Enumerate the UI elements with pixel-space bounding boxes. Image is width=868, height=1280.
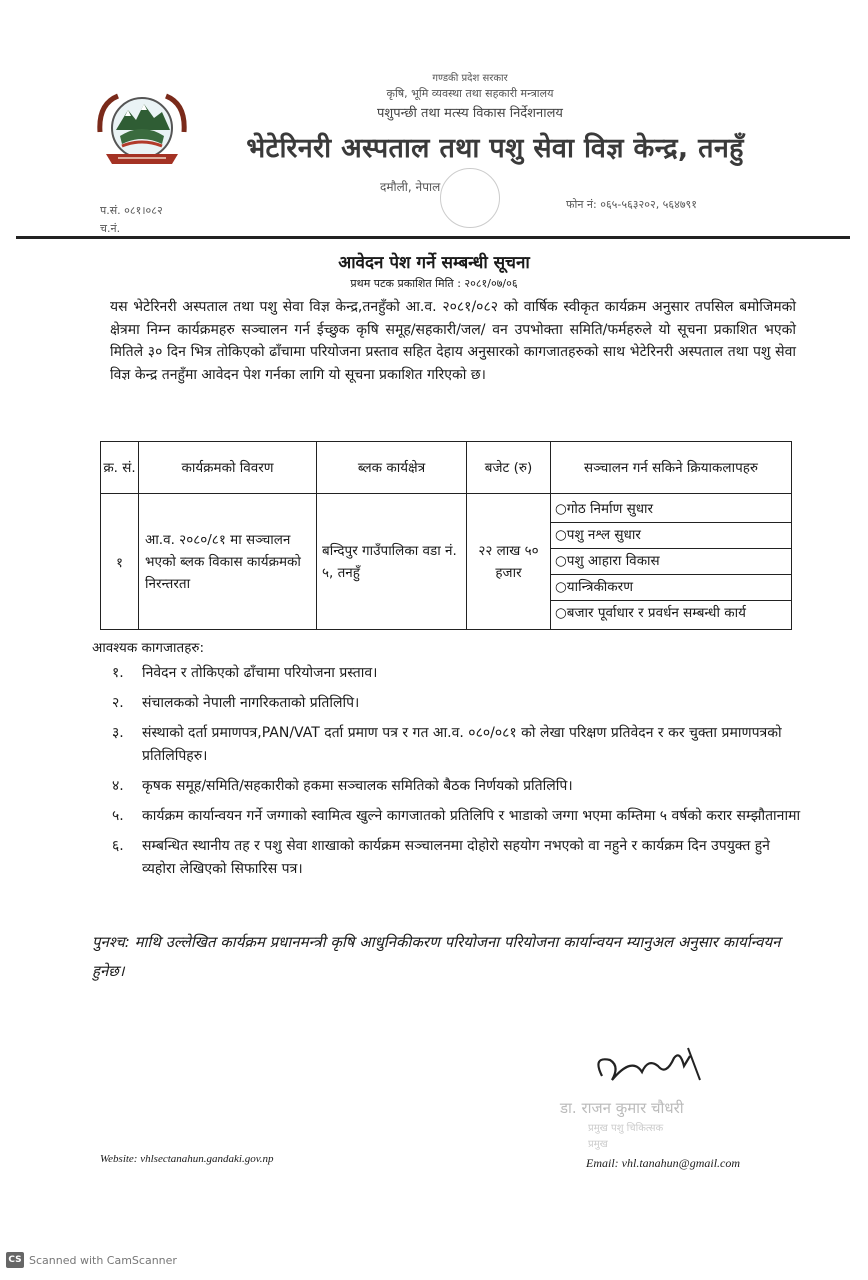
cell-block-area: बन्दिपुर गाउँपालिका वडा नं. ५, तनहुँ xyxy=(317,494,467,630)
office-stamp xyxy=(440,168,500,228)
list-item xyxy=(112,662,802,685)
list-item xyxy=(112,692,802,715)
requirements-list xyxy=(112,662,802,888)
list-item xyxy=(112,722,802,768)
activity-item: ○बजार पूर्वाधार र प्रवर्धन सम्बन्धी कार्य xyxy=(555,604,746,621)
office-address: दमौली, नेपाल xyxy=(380,180,441,194)
cell-description: आ.व. २०८०/८१ मा सञ्चालन भएको ब्लक विकास कार्यक्रमको निरन्तरता xyxy=(139,494,317,630)
email-text: Email: vhl.tanahun@gmail.com xyxy=(586,1156,741,1170)
notice-title: आवेदन पेश गर्ने सम्बन्धी सूचना xyxy=(338,253,530,273)
signer-office: प्रमुख xyxy=(588,1139,608,1150)
list-item-number: ६. xyxy=(112,838,124,854)
list-item-text: कार्यक्रम कार्यान्वयन गर्ने जग्गाको स्वामित्व खुल्ने कागजातको प्रतिलिपि र भाडाको जग्गा भएमा कम्तिमा ५ वर्षको करार सम्झौतानामा xyxy=(142,808,801,824)
activity-item: ○पशु आहारा विकास xyxy=(551,549,791,575)
camscanner-text: Scanned with CamScanner xyxy=(29,1253,177,1267)
published-date: प्रथम पटक प्रकाशित मिति : २०८१/०७/०६ xyxy=(350,277,518,290)
list-item-text: सम्बन्धित स्थानीय तह र पशु सेवा शाखाको कार्यक्रम सञ्चालनमा दोहोरो सहयोग नभएको वा नहुने र कार्यक्रम दिन उपयुक्त हुने व्यहोरा लेखिएको सिफारिस पत्र। xyxy=(142,838,770,877)
reference-number: प.सं. ०८१।०८२ xyxy=(100,204,163,217)
office-name: भेटेरिनरी अस्पताल तथा पशु सेवा विज्ञ केन्द्र, तनहुँ xyxy=(246,133,744,164)
table-header-row xyxy=(101,442,792,494)
list-item xyxy=(112,835,802,881)
cell-activities xyxy=(551,494,792,630)
list-item-number: ४. xyxy=(112,778,124,794)
header-description: कार्यक्रमको विवरण xyxy=(139,442,317,494)
list-item-number: ३. xyxy=(112,725,124,741)
camscanner-watermark xyxy=(6,1252,177,1268)
header-budget: बजेट (रु) xyxy=(467,442,551,494)
list-item-text: संस्थाको दर्ता प्रमाणपत्र,PAN/VAT दर्ता प्रमाण पत्र र गत आ.व. ०८०/०८१ को लेखा परिक्षण प्रतिवेदन र कर चुक्ता प्रमाणपत्रको प्रतिलिपिहरु। xyxy=(142,725,782,764)
camscanner-logo-icon: CS xyxy=(6,1252,24,1268)
list-item-text: निवेदन र तोकिएको ढाँचामा परियोजना प्रस्ताव। xyxy=(142,665,378,681)
postscript-note: पुनश्च: माथि उल्लेखित कार्यक्रम प्रधानमन्त्री कृषि आधुनिकीकरण परियोजना परियोजना कार्यान्वयन म्यानुअल अनुसार कार्यान्वयन हुनेछ। xyxy=(92,933,781,980)
activity-item: ○यान्त्रिकीकरण xyxy=(551,575,791,601)
list-item xyxy=(112,805,802,828)
header-line-2: कृषि, भूमि व्यवस्था तथा सहकारी मन्त्रालय xyxy=(386,87,554,100)
header-line-1: गण्डकी प्रदेश सरकार xyxy=(432,73,508,84)
list-item-number: २. xyxy=(112,695,124,711)
header-divider xyxy=(16,236,850,239)
header-line-3: पशुपन्छी तथा मत्स्य विकास निर्देशनालय xyxy=(377,106,563,121)
signer-name: डा. राजन कुमार चौधरी xyxy=(560,1099,684,1117)
program-table xyxy=(100,441,792,630)
website-text: Website: vhlsectanahun.gandaki.gov.np xyxy=(100,1153,274,1165)
list-item-text: कृषक समूह/समिति/सहकारीको हकमा सञ्चालक समितिको बैठक निर्णयको प्रतिलिपि। xyxy=(142,778,573,794)
government-emblem-logo xyxy=(92,88,192,170)
header-sn: क्र. सं. xyxy=(101,442,139,494)
list-item-number: ५. xyxy=(112,808,124,824)
activity-item: ○पशु नश्ल सुधार xyxy=(551,523,791,549)
cell-budget: २२ लाख ५० हजार xyxy=(467,494,551,630)
dispatch-number: च.नं. xyxy=(100,222,121,235)
table-row xyxy=(101,494,792,630)
activity-item: ○गोठ निर्माण सुधार xyxy=(551,497,791,523)
list-item-number: १. xyxy=(112,665,124,681)
header-activities: सञ्चालन गर्न सकिने क्रियाकलापहरु xyxy=(551,442,792,494)
header-block-area: ब्लक कार्यक्षेत्र xyxy=(317,442,467,494)
notice-body: यस भेटेरिनरी अस्पताल तथा पशु सेवा विज्ञ केन्द्र,तनहुँको आ.व. २०८१/०८२ को वार्षिक स्वीकृत कार्यक्रम अनुसार तपसिल बमोजिमको क्षेत्रमा निम्न कार्यक्रमहरु सञ्चालन गर्न ईच्छुक कृषि समूह/सहकारी/जल/ वन उपभोक्ता समिति/फर्महरुले यो सूचना प्रकाशित भएको मितिले ३० दिन भित्र तोकिएको ढाँचामा परियोजना प्रस्ताव सहित देहाय अनुसारको कागजातहरुको साथ भेटेरिनरी अस्पताल तथा पशु सेवा विज्ञ केन्द्र तनहुँमा आवेदन पेश गर्नका लागि यो सूचना प्रकाशित गरिएको छ। xyxy=(110,299,796,383)
list-item xyxy=(112,775,802,798)
phone-number: फोन नं: ०६५-५६३२०२, ५६४७९१ xyxy=(566,198,698,211)
cell-sn: १ xyxy=(101,494,139,630)
handwritten-signature xyxy=(562,1036,752,1096)
requirements-heading: आवश्यक कागजातहरु: xyxy=(92,640,204,656)
signer-title: प्रमुख पशु चिकित्सक xyxy=(588,1123,664,1134)
list-item-text: संचालकको नेपाली नागरिकताको प्रतिलिपि। xyxy=(142,695,360,711)
